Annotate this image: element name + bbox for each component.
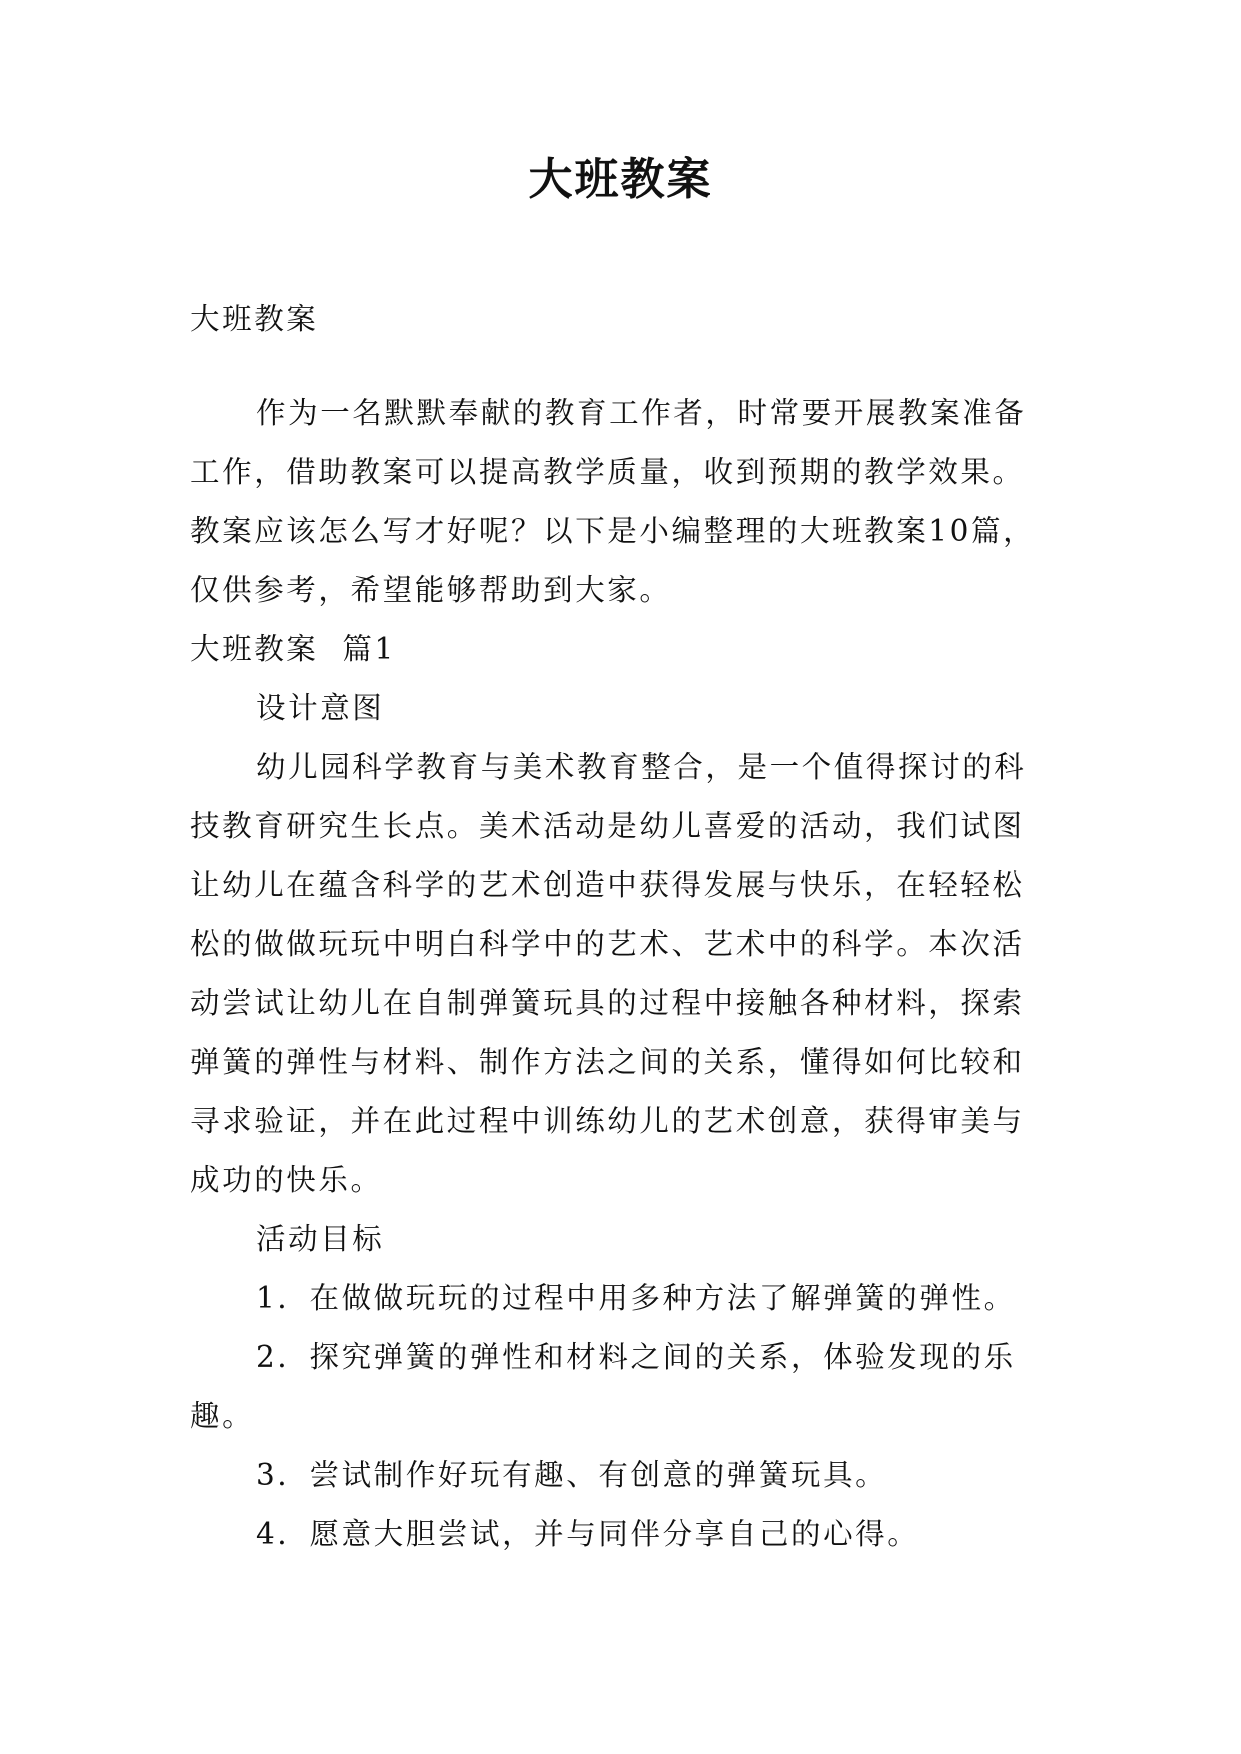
intro-paragraph	[190, 384, 1070, 620]
design-line: 成功的快乐。	[190, 1163, 383, 1197]
design-heading: 设计意图	[256, 691, 385, 725]
goals-heading: 活动目标	[256, 1222, 385, 1256]
document-title: 大班教案	[528, 154, 713, 205]
design-line: 幼儿园科学教育与美术教育整合，是一个值得探讨的科	[256, 750, 1027, 784]
design-line: 弹簧的弹性与材料、制作方法之间的关系，懂得如何比较和	[190, 1045, 1025, 1079]
document-body	[190, 290, 1070, 1564]
goal-item: 1．在做做玩玩的过程中用多种方法了解弹簧的弹性。	[256, 1281, 1016, 1315]
intro-line: 教案应该怎么写才好呢？以下是小编整理的大班教案10篇，	[190, 514, 1036, 548]
design-line: 动尝试让幼儿在自制弹簧玩具的过程中接触各种材料，探索	[190, 986, 1025, 1020]
design-line: 寻求验证，并在此过程中训练幼儿的艺术创意，获得审美与	[190, 1104, 1025, 1138]
design-line: 松的做做玩玩中明白科学中的艺术、艺术中的科学。本次活	[190, 927, 1025, 961]
goal-item-continuation: 趣。	[190, 1399, 255, 1433]
intro-line: 仅供参考，希望能够帮助到大家。	[190, 573, 672, 607]
design-line: 让幼儿在蕴含科学的艺术创造中获得发展与快乐，在轻轻松	[190, 868, 1025, 902]
goal-item: 2．探究弹簧的弹性和材料之间的关系，体验发现的乐	[256, 1340, 1016, 1374]
intro-line: 作为一名默默奉献的教育工作者，时常要开展教案准备	[256, 396, 1027, 430]
document-subtitle: 大班教案	[190, 302, 319, 336]
goal-item: 3．尝试制作好玩有趣、有创意的弹簧玩具。	[256, 1458, 888, 1492]
design-line: 技教育研究生长点。美术活动是幼儿喜爱的活动，我们试图	[190, 809, 1025, 843]
design-paragraph	[190, 738, 1070, 1210]
intro-line: 工作，借助教案可以提高教学质量，收到预期的教学效果。	[190, 455, 1025, 489]
goals-list	[190, 1269, 1070, 1564]
chapter-heading: 大班教案 篇1	[190, 632, 396, 666]
goal-item: 4．愿意大胆尝试，并与同伴分享自己的心得。	[256, 1517, 920, 1551]
